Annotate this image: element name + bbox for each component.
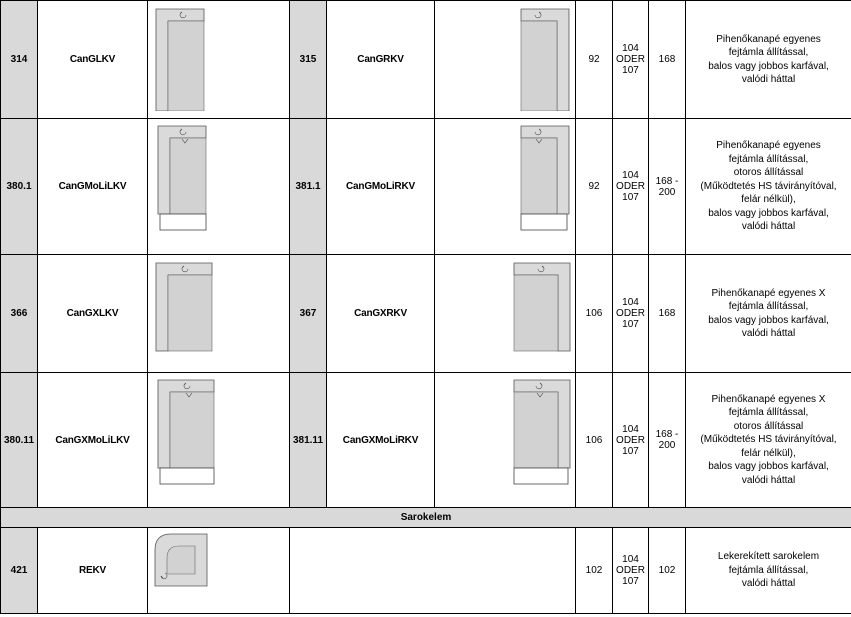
sofa-image-left [148,373,290,508]
item-code-right: CanGRKV [327,1,435,119]
width-value: 106 [576,255,613,373]
height-value: 168 [649,255,686,373]
sofa-image-right [435,373,576,508]
empty-cell [290,528,576,614]
section-title: Sarokelem [1,508,851,528]
sofa-x-right-arm-icon [512,261,572,353]
item-number-left: 380.1 [1,119,38,255]
sofa-image-left [148,1,290,119]
height-value: 168 - 200 [649,119,686,255]
item-number-right: 367 [290,255,327,373]
height-value: 102 [649,528,686,614]
description: Pihenőkanapé egyenes X fejtámla állítással, otoros állítással (Működtetés HS távirányítóval, felár nélkül), balos vagy jobbos karfával, valódi háttal [686,373,851,508]
item-number-corner: 421 [1,528,38,614]
width-value: 102 [576,528,613,614]
item-code-left: CanGXMoLiLKV [38,373,148,508]
description: Lekerekített sarokelem fejtámla állítással, valódi háttal [686,528,851,614]
width-value: 106 [576,373,613,508]
table-row [1,373,851,508]
height-value: 168 - 200 [649,373,686,508]
corner-sofa-icon [153,532,209,588]
table-row [1,528,851,614]
item-number-left: 380.11 [1,373,38,508]
depth-value: 104 ODER 107 [613,1,649,119]
sofa-x-left-arm-recliner-icon [156,378,218,486]
width-value: 92 [576,1,613,119]
sofa-image-left [148,255,290,373]
item-code-right: CanGMoLiRKV [327,119,435,255]
corner-image [148,528,290,614]
item-code-left: CanGMoLiLKV [38,119,148,255]
depth-value: 104 ODER 107 [613,373,649,508]
item-number-left: 314 [1,1,38,119]
sofa-x-left-arm-icon [154,261,214,353]
depth-value: 104 ODER 107 [613,255,649,373]
item-number-left: 366 [1,255,38,373]
description: Pihenőkanapé egyenes fejtámla állítással, balos vagy jobbos karfával, valódi háttal [686,1,851,119]
description: Pihenőkanapé egyenes X fejtámla állítással, balos vagy jobbos karfával, valódi háttal [686,255,851,373]
section-header-row [1,508,851,528]
sofa-image-right [435,1,576,119]
item-code-right: CanGXRKV [327,255,435,373]
sofa-left-arm-recliner-icon [156,124,208,232]
item-code-left: CanGLKV [38,1,148,119]
table-row [1,255,851,373]
sofa-image-left [148,119,290,255]
item-number-right: 381.1 [290,119,327,255]
sofa-image-right [435,119,576,255]
table-row [1,119,851,255]
item-number-right: 315 [290,1,327,119]
sofa-left-arm-icon [154,7,206,111]
sofa-right-arm-icon [519,7,571,111]
sofa-right-arm-recliner-icon [519,124,571,232]
table-row [1,1,851,119]
depth-value: 104 ODER 107 [613,528,649,614]
item-number-right: 381.11 [290,373,327,508]
sofa-image-right [435,255,576,373]
sofa-x-right-arm-recliner-icon [512,378,574,486]
description: Pihenőkanapé egyenes fejtámla állítással, otoros állítással (Működtetés HS távirányítóval, felár nélkül), balos vagy jobbos karfával, valódi háttal [686,119,851,255]
height-value: 168 [649,1,686,119]
item-code-right: CanGXMoLiRKV [327,373,435,508]
depth-value: 104 ODER 107 [613,119,649,255]
width-value: 92 [576,119,613,255]
item-code-left: CanGXLKV [38,255,148,373]
item-code-corner: REKV [38,528,148,614]
